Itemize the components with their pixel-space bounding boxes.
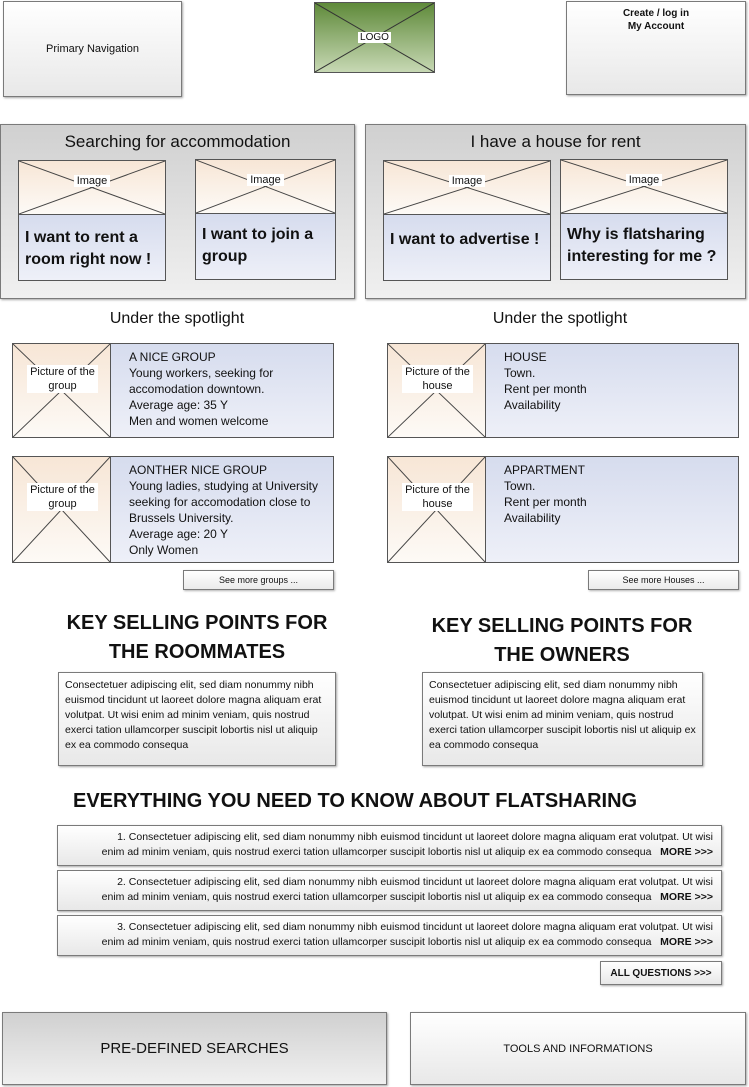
- ksp-owners-title: KEY SELLING POINTS FOR THE OWNERS: [431, 615, 693, 666]
- group-gender: Men and women welcome: [129, 414, 269, 428]
- join-group-text: I want to join a group: [195, 213, 336, 280]
- spotlight-houses-title: Under the spotlight: [492, 310, 628, 327]
- group-gender: Only Women: [129, 543, 199, 557]
- group-age: Average age: 20 Y: [129, 527, 228, 541]
- image-placeholder: [383, 160, 551, 215]
- group-description: Young ladies, studying at University seeking for accomodation close to Brussels University.: [129, 479, 318, 525]
- faq-item[interactable]: 1. Consectetuer adipiscing elit, sed diam nonummy nibh euismod tincidunt ut laoreet dolore magna aliquam erat volutpat. Ut wisi enim ad minim veniam, quis nostrud exerci tation ullamcorper suscipit lobortis nisl ut aliquip ex ea commodo consequa MORE >>>: [57, 825, 722, 866]
- faq-item[interactable]: 3. Consectetuer adipiscing elit, sed diam nonummy nibh euismod tincidunt ut laoreet dolore magna aliquam erat volutpat. Ut wisi enim ad minim veniam, quis nostrud exerci tation ullamcorper suscipit lobortis nisl ut aliquip ex ea commodo consequa MORE >>>: [57, 915, 722, 956]
- group-picture: [12, 343, 111, 438]
- rent-room-card[interactable]: [18, 160, 166, 281]
- searching-title: Searching for accommodation: [64, 132, 291, 151]
- house-picture-label: Picture of the house: [402, 483, 473, 511]
- more-link[interactable]: MORE >>>: [660, 846, 713, 858]
- account-box[interactable]: [566, 1, 746, 95]
- house-type: APPARTMENT: [504, 463, 585, 477]
- faq-title: EVERYTHING YOU NEED TO KNOW ABOUT FLATSHARING: [73, 790, 638, 812]
- house-town: Town.: [504, 366, 536, 380]
- why-flatsharing-text: Why is flatsharing interesting for me ?: [560, 213, 728, 280]
- create-login-link[interactable]: Create / log in: [622, 8, 690, 19]
- house-town: Town.: [504, 479, 536, 493]
- spotlight-house-item[interactable]: [387, 343, 739, 438]
- image-placeholder: [18, 160, 166, 215]
- join-group-card[interactable]: [195, 159, 336, 280]
- group-description: Young workers, seeking for accomodation downtown.: [129, 366, 274, 396]
- primary-navigation-label: Primary Navigation: [46, 43, 139, 55]
- spotlight-group-item[interactable]: [12, 456, 334, 563]
- more-link[interactable]: MORE >>>: [660, 936, 713, 948]
- group-picture: [12, 456, 111, 563]
- see-more-houses-button[interactable]: See more Houses ...: [588, 570, 739, 590]
- ksp-owners-text: Consectetuer adipiscing elit, sed diam nonummy nibh euismod tincidunt ut laoreet dolore magna aliquam erat volutpat. Ut wisi enim ad minim veniam, quis nostrud exerci tation ullamcorper suscipit lobortis nisl ut aliquip ex ea commodo consequa: [422, 672, 703, 766]
- advertise-text: I want to advertise !: [383, 214, 551, 281]
- image-label: Image: [626, 174, 663, 186]
- image-placeholder: [560, 159, 728, 214]
- logo-label: LOGO: [360, 31, 389, 43]
- house-picture: [387, 456, 486, 563]
- house-rent: Rent per month: [504, 495, 587, 509]
- house-availability: Availability: [504, 511, 561, 525]
- see-more-groups-button[interactable]: See more groups ...: [183, 570, 334, 590]
- group-name: A NICE GROUP: [129, 350, 216, 364]
- my-account-link[interactable]: My Account: [627, 21, 685, 32]
- predefined-searches-box[interactable]: PRE-DEFINED SEARCHES: [2, 1012, 387, 1085]
- house-type: HOUSE: [504, 350, 547, 364]
- faq-item[interactable]: 2. Consectetuer adipiscing elit, sed diam nonummy nibh euismod tincidunt ut laoreet dolore magna aliquam erat volutpat. Ut wisi enim ad minim veniam, quis nostrud exerci tation ullamcorper suscipit lobortis nisl ut aliquip ex ea commodo consequa MORE >>>: [57, 870, 722, 911]
- house-picture: [387, 343, 486, 438]
- house-rent: Rent per month: [504, 382, 587, 396]
- ksp-roommates-title: KEY SELLING POINTS FOR THE ROOMMATES: [66, 612, 328, 663]
- spotlight-house-item[interactable]: [387, 456, 739, 563]
- image-placeholder: [195, 159, 336, 214]
- logo[interactable]: [314, 2, 435, 73]
- tools-informations-box[interactable]: TOOLS AND INFORMATIONS: [410, 1012, 746, 1085]
- image-label: Image: [449, 175, 486, 187]
- group-picture-label: Picture of the group: [27, 483, 98, 511]
- group-age: Average age: 35 Y: [129, 398, 228, 412]
- advertise-card[interactable]: [383, 160, 551, 281]
- why-flatsharing-card[interactable]: [560, 159, 728, 280]
- ksp-roommates-text: Consectetuer adipiscing elit, sed diam nonummy nibh euismod tincidunt ut laoreet dolore magna aliquam erat volutpat. Ut wisi enim ad minim veniam, quis nostrud exerci tation ullamcorper suscipit lobortis nisl ut aliquip ex ea commodo consequa: [58, 672, 336, 766]
- group-name: AONTHER NICE GROUP: [129, 463, 268, 477]
- more-link[interactable]: MORE >>>: [660, 891, 713, 903]
- primary-navigation[interactable]: [3, 1, 182, 97]
- group-picture-label: Picture of the group: [27, 365, 98, 393]
- house-picture-label: Picture of the house: [402, 365, 473, 393]
- spotlight-groups-title: Under the spotlight: [109, 310, 245, 327]
- house-for-rent-title: I have a house for rent: [470, 132, 641, 151]
- all-questions-button[interactable]: ALL QUESTIONS >>>: [600, 961, 722, 985]
- rent-room-text: I want to rent a room right now !: [18, 214, 166, 281]
- image-label: Image: [74, 175, 111, 187]
- image-label: Image: [247, 174, 284, 186]
- house-availability: Availability: [504, 398, 561, 412]
- spotlight-group-item[interactable]: [12, 343, 334, 438]
